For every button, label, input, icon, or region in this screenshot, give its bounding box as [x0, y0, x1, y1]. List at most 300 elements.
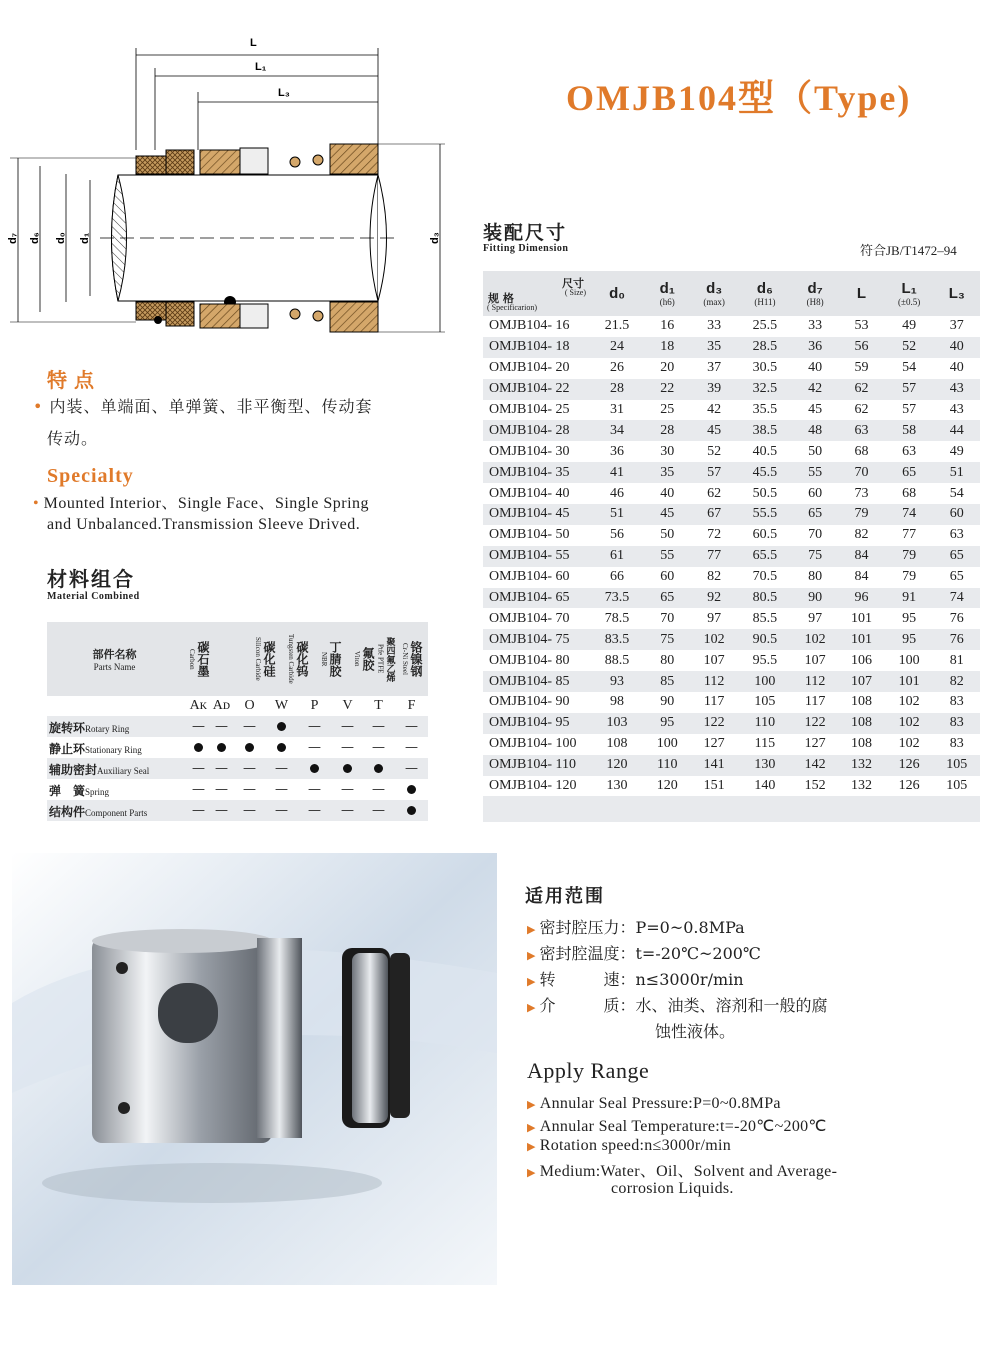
material-col-ad	[215, 622, 248, 696]
value-cell: 40	[949, 360, 964, 376]
value-cell: 65	[934, 546, 980, 567]
table-row	[483, 441, 980, 462]
dash-cell: —	[192, 803, 205, 818]
spec-cell: OMJB104- 65	[483, 588, 590, 609]
value-cell: 140	[754, 778, 776, 794]
dash-cell: —	[275, 782, 288, 797]
value-cell: 50	[808, 443, 823, 459]
material-row-label: 静止环Stationary Ring	[49, 742, 142, 756]
value-cell: 38.5	[738, 420, 792, 441]
material-col-carbon: Carbon 碳石墨	[188, 641, 210, 677]
value-cell: 57	[902, 402, 917, 417]
value-cell: 41	[590, 462, 644, 483]
label-d7: d₇	[7, 232, 19, 244]
value-cell: 132	[850, 778, 872, 794]
value-cell: 37	[949, 318, 964, 334]
value-cell: 40	[660, 485, 675, 501]
value-cell: 92	[690, 588, 737, 609]
value-cell: 62	[707, 485, 722, 501]
dash-cell: —	[372, 719, 385, 734]
value-cell: 33	[808, 318, 823, 334]
standard-reference: 符合JB/T1472–94	[860, 243, 957, 258]
value-cell: 77	[690, 546, 737, 567]
dash-cell: —	[308, 782, 321, 797]
value-cell: 63	[838, 420, 884, 441]
value-cell: 28	[644, 420, 690, 441]
table-row	[483, 358, 980, 379]
value-cell: 45.5	[738, 462, 792, 483]
value-cell: 33	[707, 318, 722, 334]
value-cell: 65	[949, 569, 964, 585]
value-cell: 31	[610, 402, 625, 417]
table-row	[483, 692, 980, 713]
value-cell: 35.5	[752, 402, 778, 417]
value-cell: 126	[898, 778, 920, 794]
value-cell: 130	[606, 778, 628, 794]
value-cell: 95	[902, 610, 917, 626]
value-cell: 120	[656, 778, 678, 794]
value-cell: 95.5	[752, 652, 778, 668]
filled-dot-icon	[233, 737, 266, 758]
value-cell: 102	[898, 736, 920, 752]
value-cell: 60.5	[752, 527, 778, 543]
value-cell: 107	[703, 652, 725, 668]
value-cell: 53	[854, 318, 869, 334]
value-cell: 97	[707, 610, 722, 626]
features-heading-cn: 特 点	[47, 368, 94, 392]
dash-cell: —	[215, 761, 228, 776]
parts-name-header: 部件名称 Parts Name	[92, 648, 137, 672]
value-cell: 48	[792, 420, 838, 441]
dash-cell: —	[372, 782, 385, 797]
value-cell: 127	[804, 736, 826, 752]
value-cell: 103	[590, 713, 644, 734]
value-cell: 105	[946, 778, 968, 794]
table-row	[483, 567, 980, 588]
value-cell: 106	[850, 652, 872, 668]
material-table-header	[47, 622, 428, 696]
dash-cell: —	[192, 782, 205, 797]
value-cell: 16	[660, 318, 675, 334]
value-cell: 81	[949, 652, 964, 668]
table-row	[483, 776, 980, 797]
spec-cell: OMJB104- 70	[489, 610, 570, 626]
triangle-bullet-icon: ▶	[527, 923, 536, 936]
dash-cell: —	[215, 803, 228, 818]
value-cell: 142	[792, 755, 838, 776]
value-cell: 68	[854, 443, 869, 459]
value-cell: 21.5	[604, 318, 630, 334]
value-cell: 83	[949, 694, 964, 710]
dimension-col-header: L₁ (±0.5)	[885, 271, 934, 316]
table-row	[483, 420, 980, 441]
spec-cell: OMJB104- 40	[489, 485, 570, 501]
value-cell: 102	[898, 694, 920, 710]
value-cell: 72	[707, 527, 722, 543]
table-row	[483, 588, 980, 609]
apply-range-en-item: ▶ Annular Seal Temperature:t=-20℃~200℃	[527, 1118, 827, 1135]
apply-range-en-item: ▶ Annular Seal Pressure:P=0~0.8MPa	[527, 1095, 781, 1112]
table-row	[483, 629, 980, 650]
material-col-viton: Viton 氟胶	[353, 647, 375, 671]
value-cell: 90	[792, 588, 838, 609]
features-text-en: • Mounted Interior、Single Face、Single Spring and Unbalanced.Transmission Sleeve Drived.	[33, 495, 370, 533]
value-cell: 18	[644, 337, 690, 358]
bullet-dot-icon: •	[33, 397, 50, 416]
value-cell: 115	[754, 736, 776, 752]
triangle-bullet-icon: ▶	[527, 1141, 536, 1153]
value-cell: 36	[610, 443, 625, 459]
value-cell: 96	[838, 588, 884, 609]
material-col-wc: Tungsten Carbide 碳化钨	[287, 634, 309, 684]
value-cell: 65	[885, 462, 934, 483]
value-cell: 132	[838, 755, 884, 776]
value-cell: 45	[690, 420, 737, 441]
dash-cell: —	[192, 761, 205, 776]
table-row	[483, 462, 980, 483]
value-cell: 83	[934, 713, 980, 734]
value-cell: 82	[707, 569, 722, 585]
value-cell: 100	[738, 671, 792, 692]
value-cell: 107	[804, 652, 826, 668]
value-cell: 93	[590, 671, 644, 692]
value-cell: 84	[838, 546, 884, 567]
table-row	[483, 400, 980, 421]
dash-cell: —	[275, 803, 288, 818]
value-cell: 35	[690, 337, 737, 358]
table-row	[483, 379, 980, 400]
label-d3: d₃	[429, 232, 441, 244]
value-cell: 127	[703, 736, 725, 752]
triangle-bullet-icon: ▶	[527, 1099, 536, 1111]
dimension-col-header: L₃	[934, 271, 980, 316]
spec-cell: OMJB104- 20	[489, 360, 570, 376]
dash-cell: —	[341, 803, 354, 818]
dimensions-heading-cn: 装配尺寸	[483, 222, 568, 244]
value-cell: 62	[854, 402, 869, 417]
value-cell: 100	[656, 736, 678, 752]
dash-cell: —	[308, 803, 321, 818]
value-cell: 141	[690, 755, 737, 776]
value-cell: 120	[590, 755, 644, 776]
dimension-col-header: d₇ (H8)	[792, 271, 838, 316]
value-cell: 42	[707, 402, 722, 417]
apply-range-cn-item-cont: 蚀性液体。	[655, 1022, 736, 1041]
value-cell: 28.5	[738, 337, 792, 358]
spec-cell: OMJB104- 22	[483, 379, 590, 400]
dash-cell: —	[405, 719, 418, 734]
spec-cell: OMJB104- 80	[489, 652, 570, 668]
dash-cell: —	[308, 719, 321, 734]
value-cell: 55	[644, 546, 690, 567]
value-cell: 101	[838, 629, 884, 650]
table-row	[483, 316, 980, 337]
material-table	[47, 622, 428, 821]
spec-cell: OMJB104- 90	[489, 694, 570, 710]
label-d0: d₀	[55, 232, 67, 244]
page-title: OMJB104型（Type)	[566, 78, 912, 118]
value-cell: 39	[690, 379, 737, 400]
value-cell: 80	[808, 569, 823, 585]
spec-cell: OMJB104- 28	[483, 420, 590, 441]
value-cell: 105	[754, 694, 776, 710]
value-cell: 79	[838, 504, 884, 525]
value-cell: 32.5	[738, 379, 792, 400]
value-cell: 117	[804, 694, 826, 710]
dash-cell: —	[405, 740, 418, 755]
table-row	[483, 504, 980, 525]
value-cell: 60	[660, 569, 675, 585]
product-photo	[12, 853, 497, 1285]
value-cell: 101	[885, 671, 934, 692]
value-cell: 56	[838, 337, 884, 358]
dimension-col-header: d₆ (H11)	[738, 271, 792, 316]
table-row	[483, 608, 980, 629]
value-cell: 75	[792, 546, 838, 567]
value-cell: 70	[808, 527, 823, 543]
spec-cell: OMJB104- 120	[489, 778, 577, 794]
bullet-dot-icon: •	[33, 495, 44, 512]
value-cell: 152	[804, 778, 826, 794]
apply-range-en-item: ▶ Medium:Water、Oil、Solvent and Average-	[527, 1163, 838, 1180]
value-cell: 126	[885, 755, 934, 776]
label-d6: d₆	[29, 232, 41, 244]
table-row	[483, 337, 980, 358]
material-col-sic: Silicon Carbide 碳化硅	[254, 637, 276, 681]
value-cell: 108	[850, 694, 872, 710]
value-cell: 36	[792, 337, 838, 358]
value-cell: 79	[902, 569, 917, 585]
value-cell: 43	[949, 402, 964, 417]
features-heading-en: Specialty	[47, 465, 134, 487]
dash-cell: —	[372, 740, 385, 755]
material-row	[47, 716, 428, 737]
value-cell: 65.5	[738, 546, 792, 567]
value-cell: 76	[949, 610, 964, 626]
value-cell: 70	[660, 610, 675, 626]
value-cell: 130	[738, 755, 792, 776]
material-row	[47, 779, 428, 800]
value-cell: 40	[934, 337, 980, 358]
value-cell: 22	[644, 379, 690, 400]
value-cell: 100	[898, 652, 920, 668]
triangle-bullet-icon: ▶	[527, 1167, 536, 1179]
value-cell: 49	[902, 318, 917, 334]
value-cell: 83.5	[590, 629, 644, 650]
value-cell: 20	[660, 360, 675, 376]
table-row	[483, 546, 980, 567]
spec-cell: OMJB104- 16	[489, 318, 570, 334]
filled-dot-icon	[298, 758, 331, 779]
material-row	[47, 758, 428, 779]
material-col-crni: Cr-Ni Steel 铬镍钢	[401, 641, 423, 677]
value-cell: 65	[644, 588, 690, 609]
dash-cell: —	[308, 740, 321, 755]
value-cell: 98	[610, 694, 625, 710]
value-cell: 76	[934, 629, 980, 650]
materials-heading-cn: 材料组合	[47, 567, 135, 591]
spec-cell: OMJB104- 95	[483, 713, 590, 734]
value-cell: 50	[660, 527, 675, 543]
value-cell: 68	[902, 485, 917, 501]
value-cell: 54	[902, 360, 917, 376]
value-cell: 45	[644, 504, 690, 525]
label-d1: d₁	[79, 232, 91, 244]
value-cell: 25	[660, 402, 675, 417]
value-cell: 80	[660, 652, 675, 668]
value-cell: 65	[792, 504, 838, 525]
value-cell: 60	[934, 504, 980, 525]
table-row	[483, 755, 980, 776]
spec-cell: OMJB104- 30	[489, 443, 570, 459]
triangle-bullet-icon: ▶	[527, 975, 536, 988]
value-cell: 105	[934, 755, 980, 776]
apply-range-en-item: ▶ Rotation speed:n≤3000r/min	[527, 1137, 731, 1154]
value-cell: 52	[885, 337, 934, 358]
value-cell: 82	[934, 671, 980, 692]
value-cell: 90.5	[738, 629, 792, 650]
label-L3: L₃	[278, 87, 290, 99]
value-cell: 63	[949, 527, 964, 543]
value-cell: 79	[885, 546, 934, 567]
spec-cell: OMJB104- 50	[489, 527, 570, 543]
spec-cell: OMJB104- 45	[483, 504, 590, 525]
value-cell: 70	[838, 462, 884, 483]
apply-range-heading-cn: 适用范围	[525, 886, 605, 907]
value-cell: 122	[690, 713, 737, 734]
value-cell: 25.5	[752, 318, 778, 334]
triangle-bullet-icon: ▶	[527, 1122, 536, 1134]
value-cell: 70.5	[752, 569, 778, 585]
table-row	[483, 713, 980, 734]
value-cell: 37	[707, 360, 722, 376]
dimension-table	[483, 271, 980, 822]
value-cell: 108	[850, 736, 872, 752]
apply-range-cn-item: ▶ 密封腔压力：P=0~0.8MPa	[527, 918, 745, 937]
value-cell: 67	[690, 504, 737, 525]
value-cell: 95	[885, 629, 934, 650]
dash-cell: —	[243, 803, 256, 818]
spec-cell: OMJB104- 75	[483, 629, 590, 650]
materials-heading-en: Material Combined	[47, 591, 140, 602]
value-cell: 107	[838, 671, 884, 692]
value-cell: 30	[660, 443, 675, 459]
spec-cell: OMJB104- 18	[483, 337, 590, 358]
value-cell: 40	[808, 360, 823, 376]
table-footer-row	[483, 796, 980, 822]
value-cell: 51	[590, 504, 644, 525]
triangle-bullet-icon: ▶	[527, 1001, 536, 1014]
filled-dot-icon	[395, 779, 428, 800]
material-col-nbr: NBR 丁腈胶	[320, 641, 342, 677]
spec-header: 尺寸 ( Size) 规 格 ( Specificarion)	[483, 271, 590, 316]
value-cell: 102	[885, 713, 934, 734]
filled-dot-icon	[395, 800, 428, 821]
filled-dot-icon	[265, 716, 298, 737]
value-cell: 88.5	[604, 652, 630, 668]
dash-cell: —	[243, 761, 256, 776]
table-row	[483, 650, 980, 671]
value-cell: 62	[838, 379, 884, 400]
value-cell: 108	[838, 713, 884, 734]
value-cell: 85	[644, 671, 690, 692]
dash-cell: —	[372, 803, 385, 818]
value-cell: 80.5	[738, 588, 792, 609]
seal-cross-section-drawing	[0, 30, 460, 350]
value-cell: 61	[590, 546, 644, 567]
spec-cell: OMJB104- 110	[483, 755, 590, 776]
value-cell: 122	[792, 713, 838, 734]
material-col-ptfe: Ptfe PTFE 聚四氟乙烯	[376, 636, 395, 682]
value-cell: 40.5	[752, 443, 778, 459]
value-cell: 60	[808, 485, 823, 501]
value-cell: 52	[707, 443, 722, 459]
value-cell: 73	[854, 485, 869, 501]
value-cell: 74	[885, 504, 934, 525]
value-cell: 102	[690, 629, 737, 650]
spec-cell: OMJB104- 85	[483, 671, 590, 692]
table-row	[483, 525, 980, 546]
value-cell: 26	[610, 360, 625, 376]
value-cell: 49	[949, 443, 964, 459]
dash-cell: —	[341, 719, 354, 734]
value-cell: 74	[934, 588, 980, 609]
material-row-label: 结构件Component Parts	[49, 805, 148, 819]
table-row	[483, 671, 980, 692]
value-cell: 90	[660, 694, 675, 710]
label-L: L	[250, 37, 257, 49]
value-cell: 82	[854, 527, 869, 543]
value-cell: 63	[902, 443, 917, 459]
dimension-col-header: d₁ (h6)	[644, 271, 690, 316]
label-L1: L₁	[255, 61, 267, 73]
triangle-bullet-icon: ▶	[527, 949, 536, 962]
dash-cell: —	[215, 782, 228, 797]
apply-range-heading-en: Apply Range	[527, 1058, 650, 1083]
dimensions-heading-en: Fitting Dimension	[483, 243, 569, 254]
value-cell: 112	[690, 671, 737, 692]
dash-cell: —	[243, 719, 256, 734]
value-cell: 50.5	[752, 485, 778, 501]
spec-cell: OMJB104- 25	[489, 402, 570, 417]
value-cell: 34	[590, 420, 644, 441]
material-row-label: 弹 簧Spring	[49, 784, 110, 798]
value-cell: 45	[808, 402, 823, 417]
dash-cell: —	[243, 782, 256, 797]
spec-cell: OMJB104- 60	[489, 569, 570, 585]
value-cell: 54	[949, 485, 964, 501]
value-cell: 101	[850, 610, 872, 626]
dash-cell: —	[341, 782, 354, 797]
value-cell: 66	[610, 569, 625, 585]
value-cell: 91	[885, 588, 934, 609]
value-cell: 24	[590, 337, 644, 358]
material-row-label: 辅助密封Auxiliary Seal	[49, 763, 150, 777]
value-cell: 102	[792, 629, 838, 650]
material-row	[47, 800, 428, 821]
value-cell: 55.5	[738, 504, 792, 525]
features-text-cn: • 内装、单端面、单弹簧、非平衡型、传动套 传动。	[33, 397, 373, 448]
filled-dot-icon	[331, 758, 364, 779]
spec-cell: OMJB104- 100	[489, 736, 577, 752]
material-row	[47, 737, 428, 758]
dimension-col-header: d₃ (max)	[690, 271, 737, 316]
apply-range-cn-item: ▶ 转 速：n≤3000r/min	[527, 970, 744, 989]
value-cell: 56	[610, 527, 625, 543]
value-cell: 78.5	[604, 610, 630, 626]
dimension-col-header: d₀	[590, 271, 644, 316]
value-cell: 108	[606, 736, 628, 752]
